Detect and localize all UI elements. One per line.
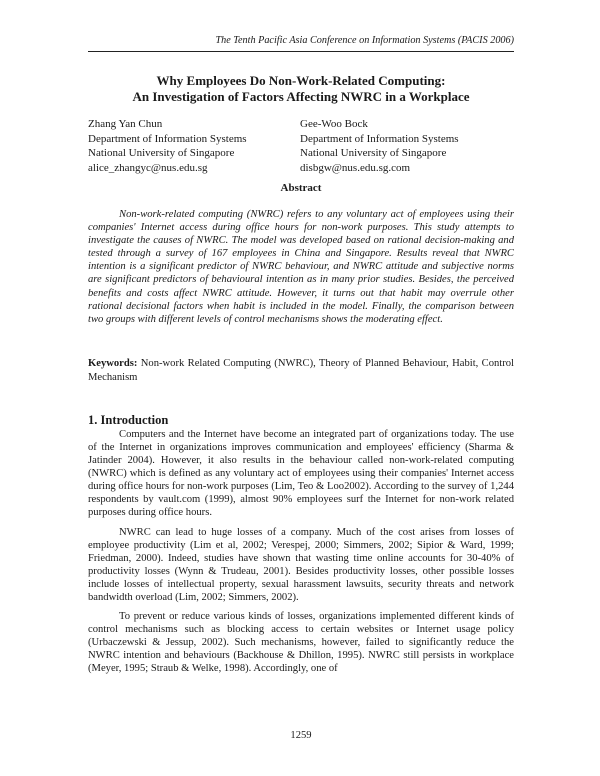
author-block-1 (88, 117, 247, 175)
author-department: Department of Information Systems (300, 132, 459, 145)
author-name: Zhang Yan Chun (88, 118, 163, 130)
keywords (88, 357, 514, 386)
author-university: National University of Singapore (300, 147, 447, 159)
author-department: Department of Information Systems (88, 132, 247, 145)
title-line-2: An Investigation of Factors Affecting NWRC in a Workplace (132, 89, 470, 104)
page-number: 1259 (290, 730, 312, 741)
abstract-text: Non-work-related computing (NWRC) refers to any voluntary act of employees using their companies' Internet access during office hours for non-work purposes. This study attempts to investigate the causes of NWRC. The model was developed based on rational decision-making and tested through a survey of 167 employees in China and Singapore. Results reveal that NWRC intention is a significant predictor of NWRC behaviour, and NWRC attitude and subjective norms are significant predictors of behavioural intention as in many prior studies. Besides, the perceived benefits and costs affect NWRC attitude. However, it turns out that habit may overrule other rational decisional factors when habit is included in the model. Finally, the comparison between two groups with different levels of control mechanisms shows the moderating effect. (88, 209, 514, 325)
header-rule (88, 51, 514, 52)
abstract-heading: Abstract (280, 182, 322, 194)
keywords-text: Non-work Related Computing (NWRC), Theory of Planned Behaviour, Habit, Control Mechanism (88, 358, 514, 384)
author-email: alice_zhangyc@nus.edu.sg (88, 161, 208, 174)
section-heading-introduction: 1. Introduction (88, 413, 169, 427)
introduction-body (88, 428, 514, 682)
intro-paragraph: NWRC can lead to huge losses of a company. Much of the cost arises from losses of employee productivity (Lim et al, 2002; Verespej, 2000; Simmers, 2002; Sipior & Ward, 1999; Friedman, 2000). Indeed, studies have shown that wasting time online accounts for 30-40% of productivity losses (Wynn & Trudeau, 2001). Besides productivity losses, other possible losses include losses of intellectual property, sexual harassment lawsuits, security threats and network bandwidth overload (Lim, 2002; Simmers, 2002). (88, 526, 514, 603)
paper-title (88, 73, 514, 105)
author-block-2 (300, 117, 459, 175)
author-university: National University of Singapore (88, 147, 235, 159)
running-header: The Tenth Pacific Asia Conference on Information Systems (PACIS 2006) (215, 35, 514, 46)
author-name: Gee-Woo Bock (300, 118, 368, 130)
intro-paragraph: Computers and the Internet have become an integrated part of organizations today. The use of the Internet in organizations improves communication and employees' efficiency (Sharma & Jatinder 2004). However, it also results in the behaviour called non-work-related computing (NWRC) which is defined as any voluntary act of employees using their companies' Internet access during office hours for non-work purposes (Lim, Teo & Loo2002). According to the survey of 1,244 respondents by vault.com (1999), almost 90% employees surf the Internet for non-work related purposes during office hours. (88, 429, 514, 518)
author-email: disbgw@nus.edu.sg.com (300, 161, 411, 174)
title-line-1: Why Employees Do Non-Work-Related Computing: (156, 73, 446, 88)
intro-paragraph: To prevent or reduce various kinds of losses, organizations implemented different kinds of control mechanisms such as blocking access to certain websites or Internet usage policy (Urbaczewski & Jessup, 2002). Such mechanisms, however, failed to significantly reduce the NWRC intention and behaviours (Backhouse & Dhillon, 1995). NWRC still persists in workplace (Meyer, 1995; Straub & Welke, 1998). Accordingly, one of (88, 611, 514, 674)
keywords-label: Keywords: (88, 358, 138, 369)
